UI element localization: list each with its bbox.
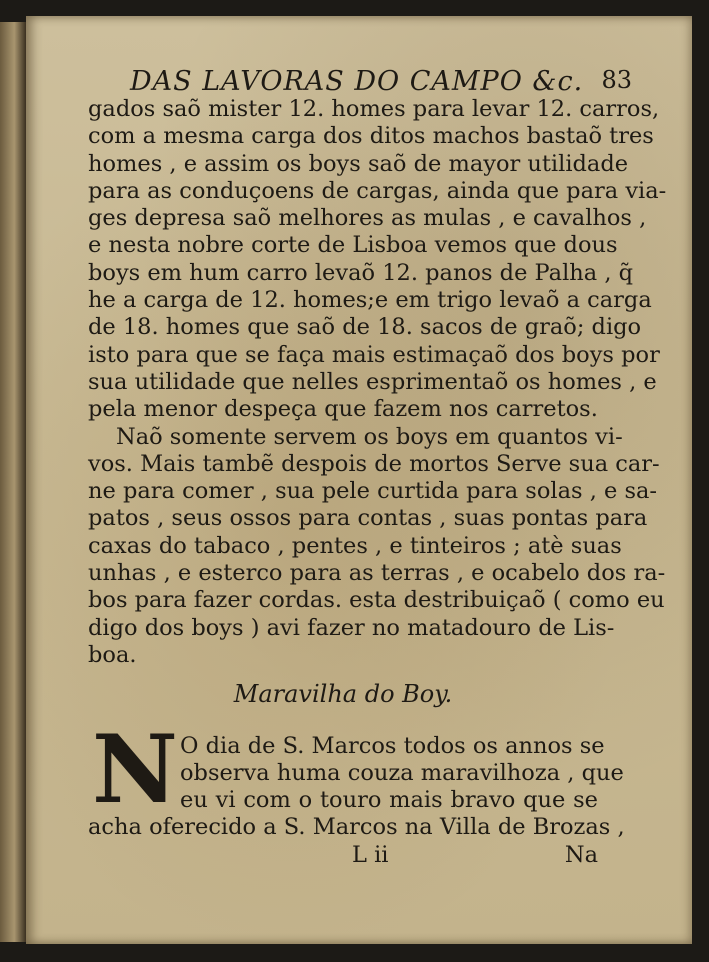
text-line: he a carga de 12. homes;e em trigo levaõ a carga: [88, 287, 652, 314]
text-line: vos. Mais tambẽ despois de mortos Serve sua car-: [88, 450, 660, 477]
book-page: [26, 16, 692, 944]
text-line: ne para comer , sua pele curtida para solas , e sa-: [88, 478, 658, 505]
text-line: digo dos boys ) avi fazer no matadouro de Lis-: [88, 614, 615, 641]
text-line: gados saõ mister 12. homes para levar 12. carros,: [88, 96, 660, 122]
text-line: de 18. homes que saõ de 18. sacos de graõ; digo: [88, 314, 642, 341]
text-line: ges depresa saõ melhores as mulas , e cavalhos ,: [88, 205, 647, 232]
text-line: caxas do tabaco , pentes , e tinteiros ; atè suas: [88, 532, 622, 559]
catchword: Na: [564, 841, 598, 868]
text-line: boa.: [88, 641, 137, 668]
body-text: [88, 96, 667, 869]
text-line: bos para fazer cordas. esta destribuiçaõ ( como eu: [88, 587, 665, 614]
paragraph-1: [88, 96, 667, 424]
text-line: O dia de S. Marcos todos os annos se: [180, 732, 605, 759]
text-line: Naõ somente servem os boys em quantos vi-: [116, 423, 623, 450]
paragraph-3: [88, 714, 625, 842]
text-line: unhas , e esterco para as terras , e ocabelo dos ra-: [88, 560, 666, 587]
text-line: patos , seus ossos para contas , suas pontas para: [88, 505, 648, 532]
text-line: sua utilidade que nelles esprimentaõ os homes , e: [88, 368, 657, 395]
text-line: com a mesma carga dos ditos machos bastaõ tres: [88, 123, 654, 150]
text-line: para as conduçoens de cargas, ainda que para via-: [88, 177, 667, 204]
text-line: e nesta nobre corte de Lisboa vemos que dous: [88, 232, 618, 259]
text-line: homes , e assim os boys saõ de mayor utilidade: [88, 150, 629, 177]
text-line: observa huma couza maravilhoza , que: [180, 759, 624, 786]
running-head: DAS LAVORAS DO CAMPO &c.: [130, 66, 584, 97]
previous-page-edge: [0, 22, 26, 942]
page-number: 83: [601, 66, 632, 94]
section-title: Maravilha do Boy.: [233, 680, 453, 709]
text-line: isto para que se faça mais estimaçaõ dos boys por: [88, 341, 660, 368]
text-line: boys em hum carro levaõ 12. panos de Palha , q̃: [88, 259, 634, 286]
drop-cap: N: [92, 714, 178, 825]
signature-mark: L ii: [352, 841, 389, 868]
text-line: eu vi com o touro mais bravo que se: [180, 787, 598, 814]
paragraph-2: [88, 423, 666, 670]
text-line: pela menor despeça que fazem nos carretos.: [88, 396, 598, 423]
page-footer: [88, 842, 598, 869]
text-line: acha oferecido a S. Marcos na Villa de Brozas ,: [88, 814, 625, 841]
